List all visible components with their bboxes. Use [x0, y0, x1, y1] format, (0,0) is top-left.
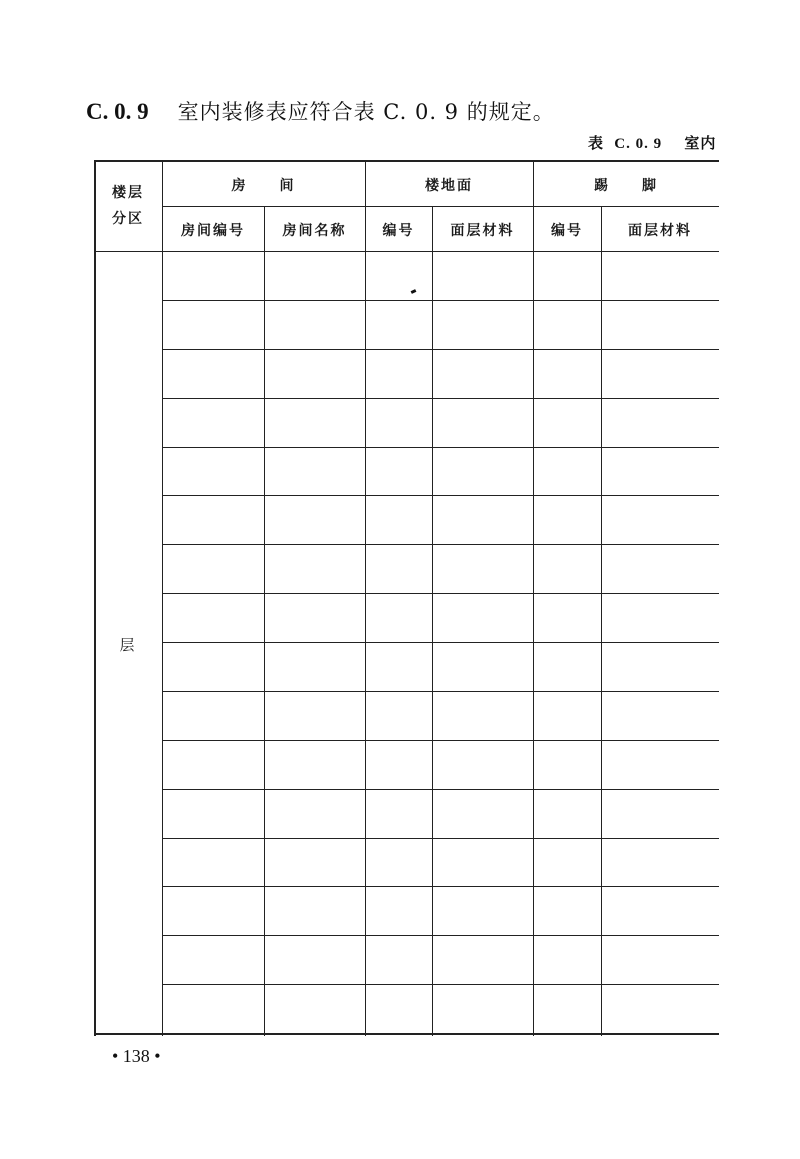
header-room-name: 房间名称 [282, 223, 347, 239]
table-row-divider [162, 300, 719, 301]
table-row-divider [162, 740, 719, 741]
table-row-divider [162, 984, 719, 985]
table-caption-title: 室内 [684, 134, 717, 152]
col-divider-4 [432, 206, 433, 1036]
table-row-divider [162, 691, 719, 692]
clause-heading [86, 96, 555, 126]
header-floor-code: 编号 [382, 223, 415, 239]
table-row-divider [162, 642, 719, 643]
page-number: • 138 • [112, 1046, 161, 1066]
header-skirting-code: 编号 [551, 223, 583, 239]
header-bottom-line [94, 251, 719, 252]
header-floor-group: 楼地面 [425, 178, 473, 194]
table-row-divider [162, 544, 719, 545]
col-divider-5 [533, 160, 534, 1036]
col-divider-2 [264, 206, 265, 1036]
table-bottom-border [94, 1033, 719, 1035]
interior-finish-table [94, 160, 719, 1036]
header-floor-zone-line2: 分区 [112, 211, 144, 227]
table-caption [588, 132, 716, 153]
col-divider-3 [365, 160, 366, 1036]
table-caption-prefix: 表 [588, 134, 605, 152]
table-row-divider [162, 398, 719, 399]
col-divider-1 [162, 160, 163, 1036]
table-row-divider [162, 447, 719, 448]
table-row-divider [162, 789, 719, 790]
table-row-divider [162, 886, 719, 887]
floor-label: 层 [119, 636, 137, 654]
table-caption-number: C. 0. 9 [614, 136, 663, 152]
header-skirting-material: 面层材料 [628, 223, 692, 239]
header-skirting-group: 踢 脚 [594, 178, 658, 194]
clause-text: 室内装修表应符合表 C. 0. 9 的规定。 [177, 100, 555, 124]
col-divider-6 [601, 206, 602, 1036]
table-row-divider [162, 495, 719, 496]
header-floor-material: 面层材料 [450, 223, 515, 239]
clause-number: C. 0. 9 [86, 99, 149, 124]
header-room-group: 房 间 [231, 178, 296, 194]
header-floor-zone-line1: 楼层 [112, 185, 144, 201]
header-room-number: 房间编号 [181, 223, 245, 239]
table-row-divider [162, 593, 719, 594]
table-left-border [94, 160, 96, 1036]
table-row-divider [162, 838, 719, 839]
table-row-divider [162, 349, 719, 350]
header-mid-line [162, 206, 719, 207]
table-top-border [94, 160, 719, 162]
table-row-divider [162, 935, 719, 936]
